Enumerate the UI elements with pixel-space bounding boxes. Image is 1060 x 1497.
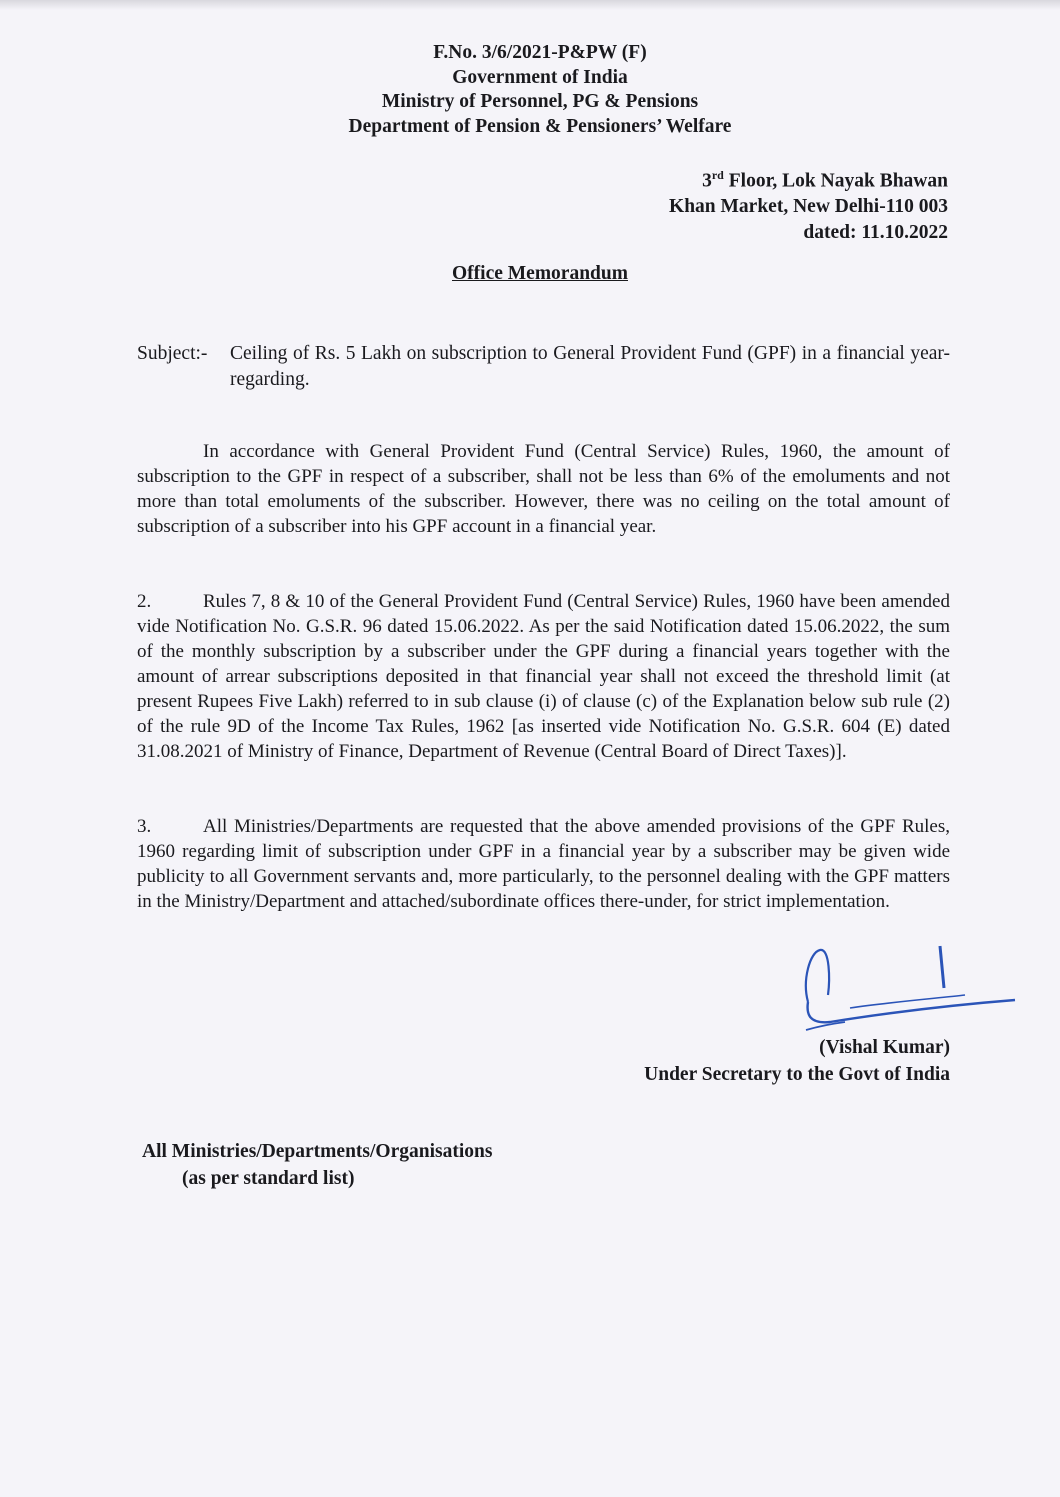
subject-text: Ceiling of Rs. 5 Lakh on subscription to General Provident Fund (GPF) in a financial year- regarding. [230, 343, 950, 390]
handwritten-signature [790, 940, 1020, 1040]
office-address [669, 163, 948, 245]
paragraph-3-number: 3. [137, 816, 152, 837]
memo-date: dated: 11.10.2022 [803, 221, 948, 243]
subject-block [137, 341, 950, 392]
signatory-designation: Under Secretary to the Govt of India [644, 1064, 950, 1085]
recipients-block [142, 1138, 492, 1192]
paragraph-1: In accordance with General Provident Fund (Central Service) Rules, 1960, the amount of subscription to the GPF in respect of a subscriber, shall not be less than 6% of the emoluments and not more than total emoluments of the subscriber. However, there was no ceiling on the total amount of subscription of a subscriber into his GPF account in a financial year. [137, 441, 950, 537]
signatory-name: (Vishal Kumar) [819, 1037, 950, 1058]
scan-edge-shadow [0, 0, 1060, 10]
paragraph-3-text: All Ministries/Departments are requested that the above amended provisions of the GPF Rules, 1960 regarding limit of subscription under GPF in a financial year by a subscriber may be given wide publicity to all Government servants and, more particularly, to the personnel dealing with the GPF matters in the Ministry/Department and attached/subordinate offices there-under, for strict implementation. [137, 816, 950, 912]
address-line-1: 3rd Floor, Lok Nayak Bhawan [702, 168, 948, 192]
paragraph-2-number: 2. [137, 591, 152, 612]
recipients-line-2: (as per standard list) [182, 1168, 355, 1189]
memo-title: Office Memorandum [452, 263, 628, 284]
government-name: Government of India [452, 66, 628, 88]
department-name: Department of Pension & Pensioners’ Welfare [348, 115, 732, 137]
file-number: F.No. 3/6/2021-P&PW (F) [433, 42, 647, 63]
letterhead [0, 41, 1060, 139]
paragraph-2 [137, 589, 950, 764]
ministry-name: Ministry of Personnel, PG & Pensions [381, 91, 699, 112]
subject-label: Subject:- [137, 343, 208, 364]
paragraph-3 [137, 814, 950, 914]
paragraph-2-text: Rules 7, 8 & 10 of the General Provident Fund (Central Service) Rules, 1960 have been amended vide Notification No. G.S.R. 96 dated 15.06.2022. As per the said Notification dated 15.06.2022, the sum of the monthly subscription by a subscriber under the GPF during a financial years together with the amount of arrear subscriptions deposited in that financial year shall not exceed the threshold limit (at present Rupees Five Lakh) referred to in sub clause (i) of clause (c) of the Explanation below sub rule (2) of the rule 9D of the Income Tax Rules, 1962 [as inserted vide Notification No. G.S.R. 604 (E) dated 31.08.2021 of Ministry of Finance, Department of Revenue (Central Board of Direct Taxes)]. [137, 591, 950, 762]
address-line-2: Khan Market, New Delhi-110 003 [669, 196, 948, 217]
recipients-line-1: All Ministries/Departments/Organisations [142, 1141, 493, 1162]
